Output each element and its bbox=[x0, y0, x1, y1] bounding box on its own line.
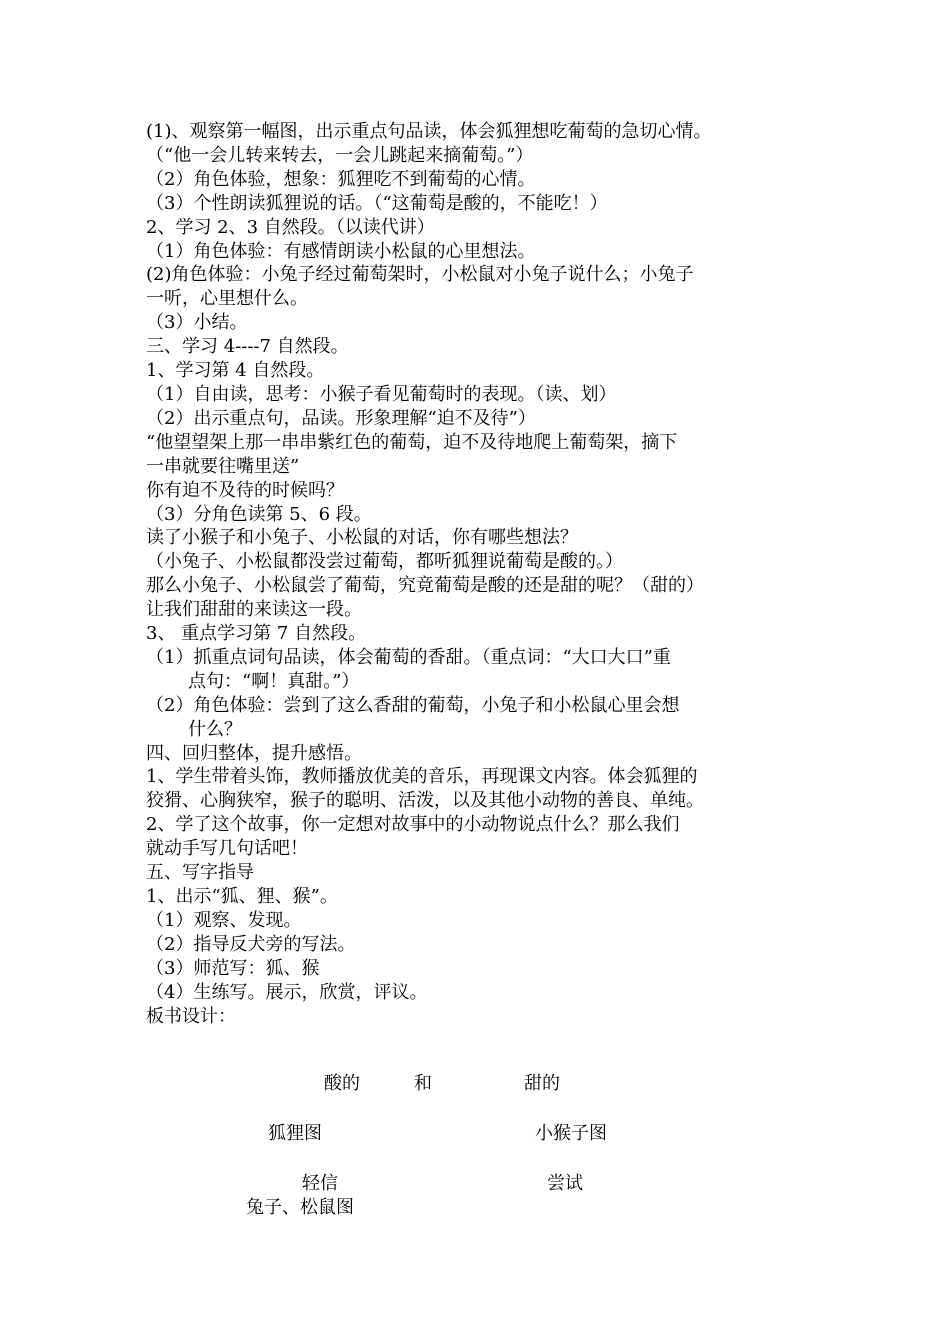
board-and: 和 bbox=[414, 1073, 432, 1094]
text-line: （4）生练写。展示，欣赏，评议。 bbox=[146, 981, 428, 1003]
board-monkey-picture: 小猴子图 bbox=[535, 1123, 607, 1144]
text-line: （2）角色体验：尝到了这么香甜的葡萄，小兔子和小松鼠心里会想 bbox=[146, 694, 680, 716]
text-line: （“他一会儿转来转去，一会儿跳起来摘葡萄。”） bbox=[146, 144, 534, 166]
text-line: 点句：“啊！真甜。”） bbox=[188, 670, 360, 692]
text-line: 1、学习第 4 自然段。 bbox=[146, 360, 325, 382]
text-line: 那么小兔子、小松鼠尝了葡萄，究竟葡萄是酸的还是甜的呢？（甜的） bbox=[146, 575, 704, 597]
text-line: （2）指导反犬旁的写法。 bbox=[146, 933, 356, 955]
text-line: 3、 重点学习第 7 自然段。 bbox=[146, 623, 367, 645]
board-fox-picture: 狐狸图 bbox=[268, 1123, 322, 1144]
text-line: 就动手写几句话吧！ bbox=[146, 838, 308, 860]
text-line: (2)角色体验：小兔子经过葡萄架时，小松鼠对小兔子说什么；小兔子 bbox=[146, 264, 694, 286]
text-line: （3）个性朗读狐狸说的话。（“这葡萄是酸的，不能吃！） bbox=[146, 192, 608, 214]
text-line: 读了小猴子和小兔子、小松鼠的对话，你有哪些想法？ bbox=[146, 527, 578, 549]
text-line: (1)、观察第一幅图，出示重点句品读，体会狐狸想吃葡萄的急切心情。 bbox=[146, 121, 712, 142]
lesson-text bbox=[146, 120, 816, 1028]
text-line: （1）自由读，思考：小猴子看见葡萄时的表现。（读、划） bbox=[146, 383, 617, 405]
text-line: （1）抓重点词句品读，体会葡萄的香甜。（重点词：“大口大口”重 bbox=[146, 646, 671, 668]
text-line: （1）角色体验：有感情朗读小松鼠的心里想法。 bbox=[146, 240, 536, 262]
text-line: 2、学了这个故事，你一定想对故事中的小动物说点什么？那么我们 bbox=[146, 814, 680, 836]
text-line: 1、出示“狐、狸、猴”。 bbox=[146, 886, 338, 907]
text-line: （小兔子、小松鼠都没尝过葡萄，都听狐狸说葡萄是酸的。） bbox=[146, 551, 623, 573]
text-line: “他望望架上那一串串紫红色的葡萄，迫不及待地爬上葡萄架，摘下 bbox=[146, 431, 678, 453]
board-try-tasting: 尝试 bbox=[547, 1173, 583, 1194]
text-line: 你有迫不及待的时候吗？ bbox=[146, 479, 344, 501]
text-line: 一听，心里想什么。 bbox=[146, 288, 308, 310]
text-line: 板书设计： bbox=[146, 1005, 236, 1027]
text-line: （2）出示重点句，品读。形象理解“迫不及待”） bbox=[146, 407, 536, 429]
text-line: （3）小结。 bbox=[146, 312, 248, 334]
text-line: （3）分角色读第 5、6 段。 bbox=[146, 503, 372, 525]
text-line: 一串就要往嘴里送” bbox=[146, 455, 300, 477]
text-line: 四、回归整体，提升感悟。 bbox=[146, 742, 362, 764]
text-line: 1、学生带着头饰，教师播放优美的音乐，再现课文内容。体会狐狸的 bbox=[146, 766, 698, 788]
text-line: 五、写字指导 bbox=[146, 862, 254, 884]
board-sour: 酸的 bbox=[324, 1073, 360, 1094]
board-believe-easily: 轻信 bbox=[302, 1173, 338, 1194]
text-line: 狡猾、心胸狭窄，猴子的聪明、活泼，以及其他小动物的善良、单纯。 bbox=[146, 790, 704, 812]
board-sweet: 甜的 bbox=[524, 1073, 560, 1094]
text-line: 什么？ bbox=[188, 718, 242, 740]
text-line: 2、学习 2、3 自然段。（以读代讲） bbox=[146, 216, 435, 238]
text-line: 让我们甜甜的来读这一段。 bbox=[146, 599, 362, 621]
board-rabbit-squirrel-picture: 兔子、松鼠图 bbox=[246, 1197, 354, 1218]
text-line: 三、学习 4----7 自然段。 bbox=[146, 336, 349, 358]
text-line: （3）师范写：狐、猴 bbox=[146, 957, 320, 979]
text-line: （1）观察、发现。 bbox=[146, 909, 302, 931]
text-line: （2）角色体验，想象：狐狸吃不到葡萄的心情。 bbox=[146, 168, 536, 190]
